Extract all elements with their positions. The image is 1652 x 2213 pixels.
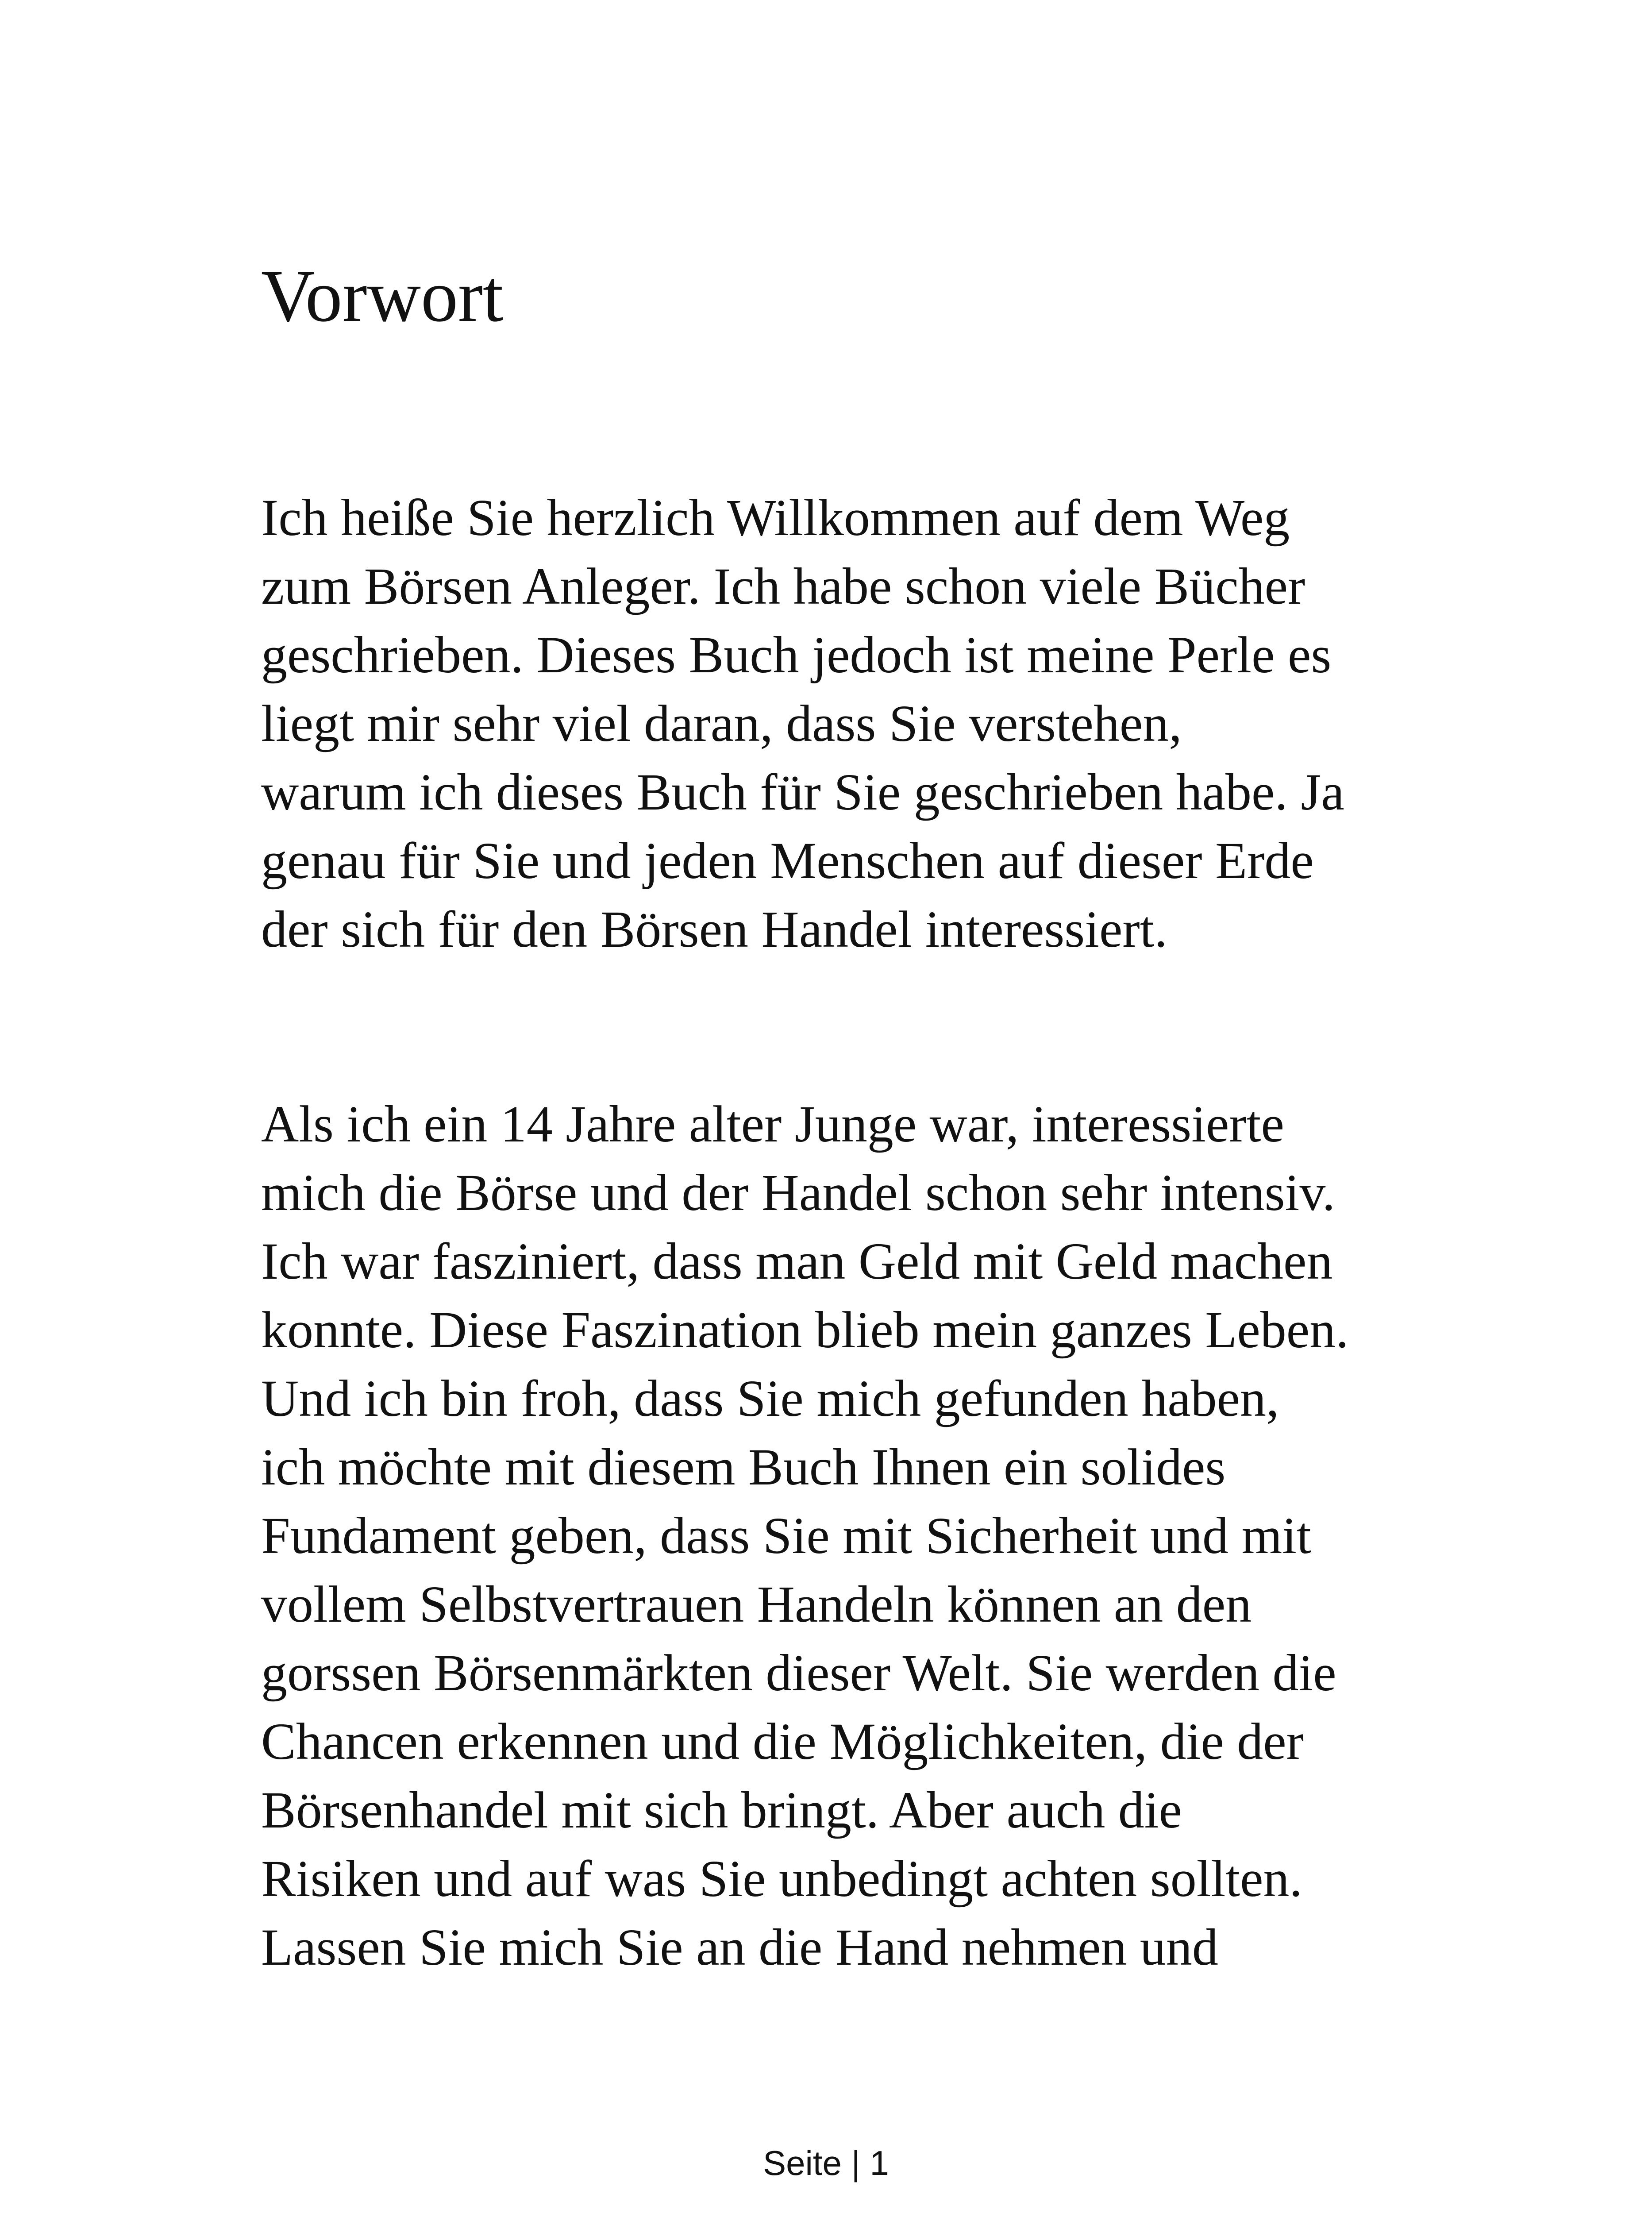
paragraph-line: Lassen Sie mich Sie an die Hand nehmen und [261, 1918, 1218, 1976]
paragraph-story [261, 1090, 1349, 1982]
paragraph-line: mich die Börse und der Handel schon sehr intensiv. [261, 1164, 1336, 1222]
paragraph-line: ich möchte mit diesem Buch Ihnen ein solides [261, 1438, 1226, 1496]
paragraph-line: Und ich bin froh, dass Sie mich gefunden haben, [261, 1369, 1279, 1427]
paragraph-welcome [261, 483, 1344, 964]
paragraph-line: konnte. Diese Faszination blieb mein ganzes Leben. [261, 1301, 1349, 1359]
paragraph-line: geschrieben. Dieses Buch jedoch ist meine Perle es [261, 626, 1332, 684]
paragraph-line: Fundament geben, dass Sie mit Sicherheit und mit [261, 1507, 1311, 1565]
paragraph-line: Risiken und auf was Sie unbedingt achten sollten. [261, 1850, 1303, 1908]
paragraph-line: Börsenhandel mit sich bringt. Aber auch die [261, 1781, 1182, 1839]
paragraph-line: liegt mir sehr viel daran, dass Sie verstehen, [261, 694, 1182, 752]
paragraph-line: Als ich ein 14 Jahre alter Junge war, interessierte [261, 1095, 1284, 1153]
paragraph-line: genau für Sie und jeden Menschen auf dieser Erde [261, 832, 1314, 890]
paragraph-line: gorssen Börsenmärkten dieser Welt. Sie werden die [261, 1644, 1336, 1702]
page-title: Vorwort [261, 255, 504, 337]
paragraph-line: Ich heiße Sie herzlich Willkommen auf dem Weg [261, 489, 1290, 547]
paragraph-line: der sich für den Börsen Handel interessiert. [261, 900, 1167, 958]
paragraph-line: Chancen erkennen und die Möglichkeiten, die der [261, 1712, 1304, 1770]
paragraph-line: vollem Selbstvertrauen Handeln können an den [261, 1575, 1252, 1633]
page-number-footer: Seite | 1 [763, 2144, 889, 2182]
paragraph-line: warum ich dieses Buch für Sie geschrieben habe. Ja [261, 763, 1344, 821]
paragraph-line: zum Börsen Anleger. Ich habe schon viele Bücher [261, 557, 1305, 615]
paragraph-line: Ich war fasziniert, dass man Geld mit Geld machen [261, 1232, 1333, 1290]
